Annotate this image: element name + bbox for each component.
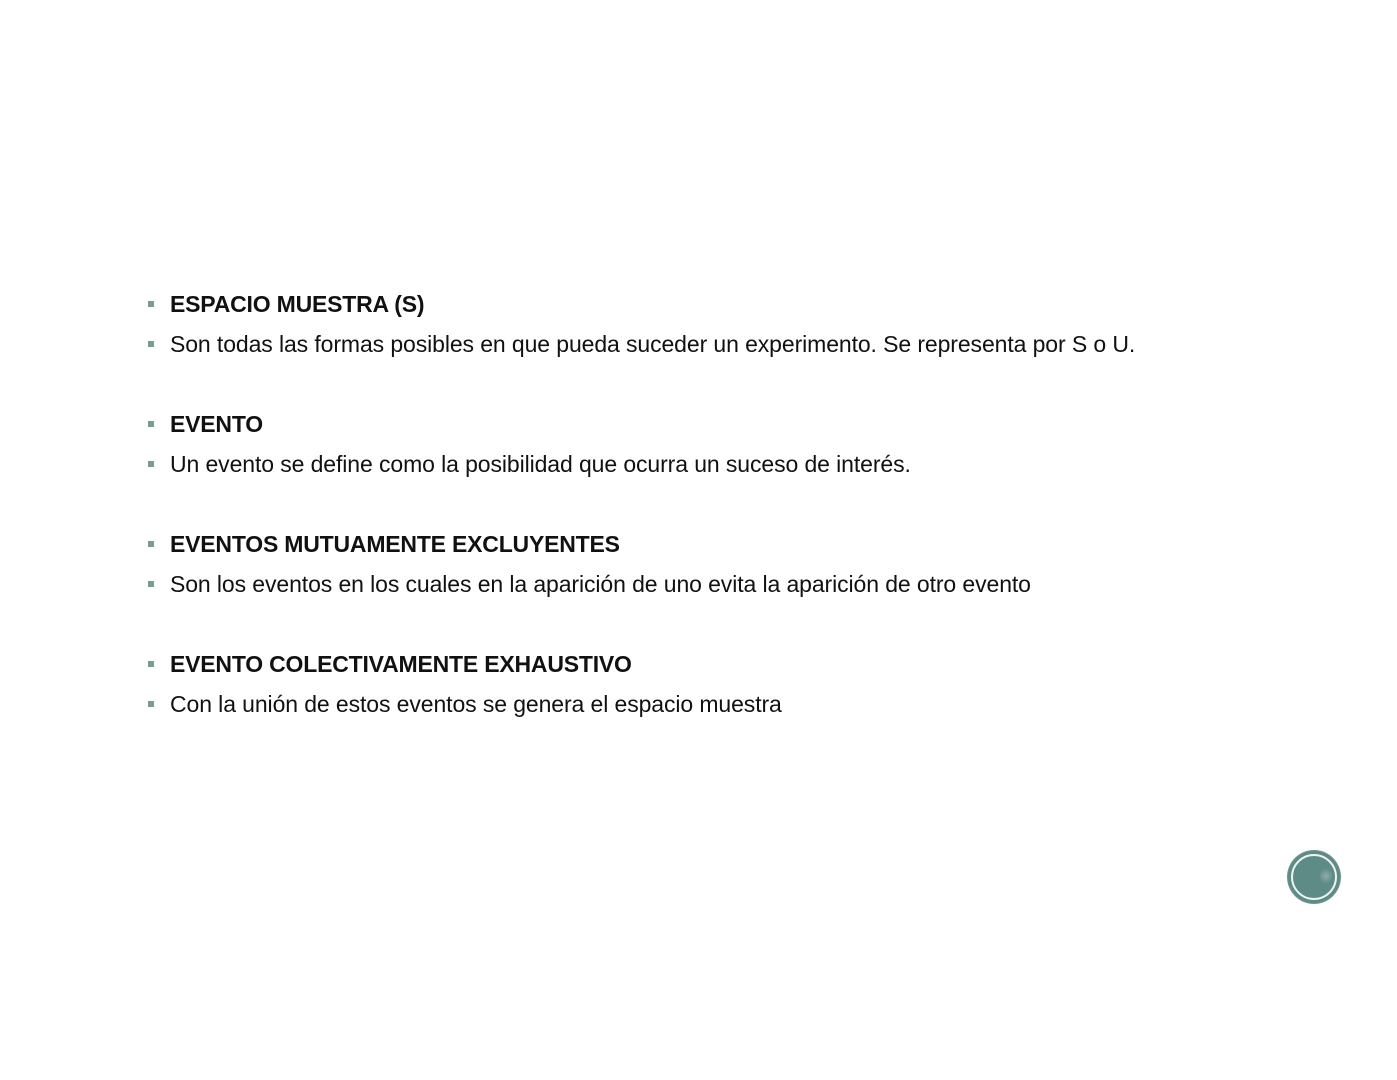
square-bullet-icon	[148, 701, 154, 707]
term-heading-colectivamente-exhaustivo	[148, 644, 1298, 684]
term-description-text: Son todas las formas posibles en que pueda suceder un experimento. Se representa por S o U.	[170, 331, 1136, 357]
term-description-colectivamente-exhaustivo	[148, 684, 1298, 724]
term-heading-text: EVENTO COLECTIVAMENTE EXHAUSTIVO	[170, 651, 632, 677]
square-bullet-icon	[148, 301, 154, 307]
term-description-text: Con la unión de estos eventos se genera el espacio muestra	[170, 691, 782, 717]
term-heading-text: ESPACIO MUESTRA (S)	[170, 291, 425, 317]
square-bullet-icon	[148, 661, 154, 667]
term-description-text: Son los eventos en los cuales en la aparición de uno evita la aparición de otro evento	[170, 571, 1031, 597]
square-bullet-icon	[148, 541, 154, 547]
term-description-text: Un evento se define como la posibilidad que ocurra un suceso de interés.	[170, 451, 911, 477]
term-heading-mutuamente-excluyentes	[148, 524, 1298, 564]
square-bullet-icon	[148, 341, 154, 347]
bullet-list	[148, 284, 1298, 724]
square-bullet-icon	[148, 461, 154, 467]
square-bullet-icon	[148, 421, 154, 427]
square-bullet-icon	[148, 581, 154, 587]
term-description-mutuamente-excluyentes	[148, 564, 1298, 604]
term-heading-text: EVENTO	[170, 411, 263, 437]
decorative-circle-icon	[1288, 851, 1340, 903]
term-heading-text: EVENTOS MUTUAMENTE EXCLUYENTES	[170, 531, 620, 557]
term-description-evento	[148, 444, 1298, 484]
term-description-espacio-muestra	[148, 324, 1298, 364]
term-heading-evento	[148, 404, 1298, 444]
term-heading-espacio-muestra	[148, 284, 1298, 324]
